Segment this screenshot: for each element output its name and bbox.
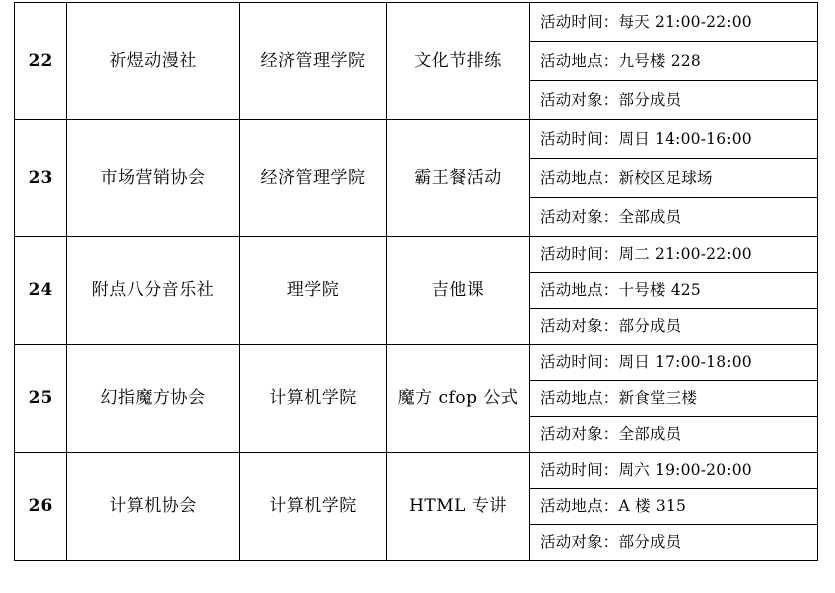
detail-place-cell [530,489,817,525]
detail-row-time [530,237,817,273]
club-name: 市场营销协会 [67,120,240,237]
detail-target-value: 部分成员 [618,533,682,552]
department-name: 计算机学院 [240,345,387,453]
detail-row-time [530,345,817,381]
detail-time-label: 活动时间： [540,12,619,31]
activity-name: 霸王餐活动 [387,120,530,237]
activity-details [530,3,818,120]
detail-target-cell [530,525,817,561]
activity-name: 吉他课 [387,237,530,345]
detail-place-cell [530,381,817,417]
detail-place-label: 活动地点： [540,281,619,300]
table-row [15,120,818,237]
detail-place-cell [530,273,817,309]
activity-name: 魔方 cfop 公式 [387,345,530,453]
activity-details [530,237,818,345]
detail-row-place [530,159,817,198]
detail-target-cell [530,309,817,345]
detail-time-cell [530,237,817,273]
club-name: 祈煜动漫社 [67,3,240,120]
detail-target-label: 活动对象： [540,533,619,552]
detail-time-label: 活动时间： [540,461,619,480]
table-row [15,345,818,453]
detail-row-target [530,417,817,453]
department-name: 经济管理学院 [240,120,387,237]
detail-target-cell [530,198,817,237]
detail-row-target [530,525,817,561]
detail-time-cell [530,453,817,489]
detail-time-label: 活动时间： [540,353,619,372]
row-index: 25 [15,345,67,453]
detail-time-cell [530,120,817,159]
detail-target-cell [530,417,817,453]
activity-details [530,453,818,561]
detail-place-cell [530,159,817,198]
detail-time-label: 活动时间： [540,245,619,264]
detail-place-value: 十号楼 425 [618,281,701,300]
club-name: 幻指魔方协会 [67,345,240,453]
row-index: 23 [15,120,67,237]
detail-target-label: 活动对象： [540,317,619,336]
detail-row-place [530,489,817,525]
table-body [15,3,818,561]
activity-name: 文化节排练 [387,3,530,120]
activity-details [530,345,818,453]
detail-time-value: 周日 17:00-18:00 [618,353,752,372]
department-name: 理学院 [240,237,387,345]
document-page [0,2,835,593]
table-row [15,237,818,345]
activity-details [530,120,818,237]
detail-row-time [530,120,817,159]
activity-name: HTML 专讲 [387,453,530,561]
detail-time-value: 每天 21:00-22:00 [618,12,752,31]
detail-row-target [530,309,817,345]
row-index: 24 [15,237,67,345]
detail-time-cell [530,3,817,42]
detail-table [530,3,817,119]
row-index: 26 [15,453,67,561]
detail-time-cell [530,345,817,381]
detail-row-place [530,273,817,309]
detail-table [530,120,817,236]
detail-table [530,237,817,344]
detail-row-target [530,81,817,120]
detail-place-label: 活动地点： [540,168,619,187]
detail-target-label: 活动对象： [540,425,619,444]
club-name: 附点八分音乐社 [67,237,240,345]
detail-time-value: 周二 21:00-22:00 [618,245,752,264]
detail-row-time [530,453,817,489]
activity-schedule-table [14,2,818,561]
detail-target-value: 部分成员 [618,317,682,336]
detail-row-place [530,381,817,417]
detail-place-value: 新食堂三楼 [618,389,698,408]
club-name: 计算机协会 [67,453,240,561]
detail-target-label: 活动对象： [540,207,619,226]
detail-place-label: 活动地点： [540,51,619,70]
detail-table [530,453,817,560]
detail-target-value: 全部成员 [618,425,682,444]
detail-place-cell [530,42,817,81]
table-row [15,3,818,120]
detail-table [530,345,817,452]
table-row [15,453,818,561]
detail-target-label: 活动对象： [540,90,619,109]
detail-place-value: A 楼 315 [618,497,687,516]
detail-row-time [530,3,817,42]
detail-row-target [530,198,817,237]
detail-row-place [530,42,817,81]
detail-target-value: 部分成员 [618,90,682,109]
detail-target-value: 全部成员 [618,207,682,226]
detail-time-label: 活动时间： [540,129,619,148]
detail-place-value: 九号楼 228 [618,51,701,70]
detail-place-label: 活动地点： [540,389,619,408]
department-name: 经济管理学院 [240,3,387,120]
detail-place-label: 活动地点： [540,497,619,516]
detail-place-value: 新校区足球场 [618,168,713,187]
row-index: 22 [15,3,67,120]
detail-time-value: 周日 14:00-16:00 [618,129,752,148]
detail-time-value: 周六 19:00-20:00 [618,461,752,480]
department-name: 计算机学院 [240,453,387,561]
detail-target-cell [530,81,817,120]
